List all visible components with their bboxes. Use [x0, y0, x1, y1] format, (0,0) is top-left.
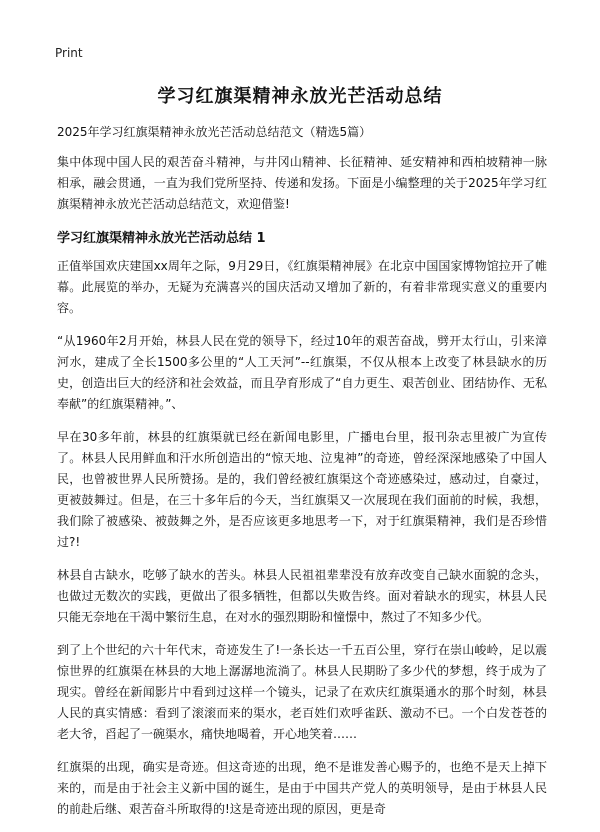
section-heading: 学习红旗渠精神永放光芒活动总结 1 [57, 231, 266, 246]
paragraph: 红旗渠的出现，确实是奇迹。但这奇迹的出现，绝不是谁发善心赐予的，也绝不是天上掉下来的，而是由于社会主义新中国的诞生，是由于中国共产党人的英明领导，是由于林县人民的前赴后继、艰苦奋斗所取得的!这是奇迹出现的原因，更是奇 [57, 760, 547, 816]
page-title: 学习红旗渠精神永放光芒活动总结 [157, 86, 443, 107]
paragraph: “从1960年2月开始，林县人民在党的领导下，经过10年的艰苦奋战，劈开太行山，引来漳河水，建成了全长1500多公里的“人工天河”--红旗渠，不仅从根本上改变了林县缺水的历史，创造出巨大的经济和社会效益，而且孕育形成了“自力更生、艰苦创业、团结协作、无私奉献”的红旗渠精神。”、 [57, 334, 547, 411]
page-subtitle: 2025年学习红旗渠精神永放光芒活动总结范文（精选5篇） [57, 125, 372, 139]
article-content [57, 152, 547, 832]
paragraph: 到了上个世纪的六十年代末，奇迹发生了!一条长达一千五百公里，穿行在崇山峻岭，足以震惊世界的红旗渠在林县的大地上潺潺地流淌了。林县人民期盼了多少代的梦想，终于成为了现实。曾经在新闻影片中看到过这样一个镜头，记录了在欢庆红旗渠通水的那个时刻，林县人民的真实情感：看到了滚滚而来的渠水，老百姓们欢呼雀跃、激动不已。一个白发苍苍的老大爷，舀起了一碗渠水，痛快地喝着，开心地笑着…… [57, 643, 547, 741]
paragraph: 正值举国欢庆建国xx周年之际，9月29日，《红旗渠精神展》在北京中国国家博物馆拉开了帷幕。此展览的举办，无疑为充满喜兴的国庆活动又增加了新的，有着非常现实意义的重要内容。 [57, 259, 547, 315]
intro-paragraph: 集中体现中国人民的艰苦奋斗精神，与井冈山精神、长征精神、延安精神和西柏坡精神一脉相承，融会贯通，一直为我们党所坚持、传递和发扬。下面是小编整理的关于2025年学习红旗渠精神永放光芒活动总结范文，欢迎借鉴! [57, 155, 547, 211]
paragraph: 林县自古缺水，吃够了缺水的苦头。林县人民祖祖辈辈没有放弃改变自己缺水面貌的念头，也做过无数次的实践，更做出了很多牺牲，但都以失败告终。面对着缺水的现实，林县人民只能无奈地在干渴中繁衍生息，在对水的强烈期盼和憧憬中，熬过了不知多少代。 [57, 568, 547, 624]
paragraph: 早在30多年前，林县的红旗渠就已经在新闻电影里，广播电台里，报刊杂志里被广为宣传了。林县人民用鲜血和汗水所创造出的“惊天地、泣鬼神”的奇迹，曾经深深地感染了中国人民，也曾被世界人民所赞扬。是的，我们曾经被红旗渠这个奇迹感染过，感动过，自豪过，更被鼓舞过。但是，在三十多年后的今天，当红旗渠又一次展现在我们面前的时候，我想，我们除了被感染、被鼓舞之外，是否应该更多地思考一下，对于红旗渠精神，我们是否珍惜过?! [57, 430, 547, 549]
print-link[interactable]: Print [55, 46, 83, 60]
